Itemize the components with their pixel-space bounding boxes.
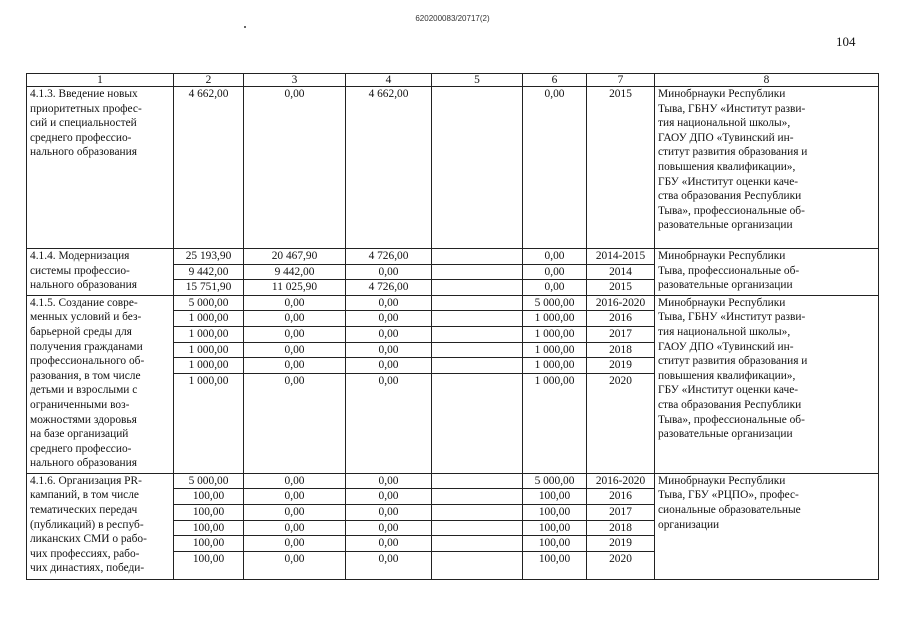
cell-year: 2016-2020 — [587, 473, 655, 489]
cell-total: 5 000,00 — [174, 473, 244, 489]
cell-municipal — [432, 280, 523, 296]
cell-municipal — [432, 311, 523, 327]
budget-table — [26, 73, 879, 580]
cell-other: 100,00 — [523, 520, 587, 536]
measure-name: 4.1.6. Организация PR- кампаний, в том числе тематических передач (публикаций) в респуб- ликанских СМИ о рабо- чих профессиях, рабо- чих династиях, победи- — [27, 473, 174, 579]
cell-federal: 0,00 — [244, 520, 346, 536]
cell-total: 15 751,90 — [174, 280, 244, 296]
cell-year: 2015 — [587, 280, 655, 296]
cell-republic: 0,00 — [346, 551, 432, 579]
document-id: 620200083/20717(2) — [415, 14, 490, 23]
cell-total: 4 662,00 — [174, 87, 244, 249]
cell-other: 100,00 — [523, 489, 587, 505]
responsible: Минобрнауки Республики Тыва, ГБНУ «Институт разви- тия национальной школы», ГАОУ ДПО «Тувинский ин- ститут развития образования и повышения квалификации», ГБУ «Институт оценки каче- ства образования Республики Тыва», профессиональные об- разовательные организации — [655, 87, 879, 249]
measure-name: 4.1.5. Создание совре- менных условий и без- барьерной среды для получения гражданами профессионального об- разования, в том числе детьми и взрослыми с ограниченными воз- можностями здоровья на базе организаций среднего профессио- нального образования — [27, 295, 174, 473]
responsible: Минобрнауки Республики Тыва, профессиональные об- разовательные организации — [655, 249, 879, 296]
cell-total: 100,00 — [174, 536, 244, 552]
cell-federal: 0,00 — [244, 295, 346, 311]
cell-year: 2016 — [587, 489, 655, 505]
column-header: 7 — [587, 74, 655, 87]
table-row — [27, 249, 879, 265]
cell-republic: 0,00 — [346, 295, 432, 311]
cell-other: 5 000,00 — [523, 473, 587, 489]
cell-other: 100,00 — [523, 551, 587, 579]
cell-federal: 0,00 — [244, 551, 346, 579]
cell-total: 1 000,00 — [174, 358, 244, 374]
cell-total: 100,00 — [174, 489, 244, 505]
cell-total: 100,00 — [174, 520, 244, 536]
cell-republic: 0,00 — [346, 311, 432, 327]
cell-federal: 9 442,00 — [244, 264, 346, 280]
responsible: Минобрнауки Республики Тыва, ГБУ «РЦПО», профес- сиональные образовательные организации — [655, 473, 879, 579]
cell-year: 2014-2015 — [587, 249, 655, 265]
cell-federal: 0,00 — [244, 87, 346, 249]
cell-municipal — [432, 342, 523, 358]
cell-municipal — [432, 520, 523, 536]
cell-total: 9 442,00 — [174, 264, 244, 280]
cell-year: 2018 — [587, 342, 655, 358]
cell-municipal — [432, 358, 523, 374]
cell-total: 100,00 — [174, 504, 244, 520]
table-row — [27, 295, 879, 311]
cell-federal: 20 467,90 — [244, 249, 346, 265]
column-header: 4 — [346, 74, 432, 87]
cell-other: 1 000,00 — [523, 358, 587, 374]
cell-municipal — [432, 504, 523, 520]
column-header: 1 — [27, 74, 174, 87]
cell-year: 2017 — [587, 326, 655, 342]
cell-municipal — [432, 326, 523, 342]
cell-year: 2019 — [587, 358, 655, 374]
cell-other: 5 000,00 — [523, 295, 587, 311]
cell-year: 2016-2020 — [587, 295, 655, 311]
cell-municipal — [432, 249, 523, 265]
cell-republic: 0,00 — [346, 520, 432, 536]
cell-year: 2018 — [587, 520, 655, 536]
cell-year: 2019 — [587, 536, 655, 552]
cell-year: 2015 — [587, 87, 655, 249]
table-row — [27, 87, 879, 249]
cell-republic: 0,00 — [346, 326, 432, 342]
cell-year: 2016 — [587, 311, 655, 327]
cell-other: 1 000,00 — [523, 342, 587, 358]
cell-federal: 11 025,90 — [244, 280, 346, 296]
cell-federal: 0,00 — [244, 504, 346, 520]
cell-municipal — [432, 295, 523, 311]
cell-federal: 0,00 — [244, 326, 346, 342]
cell-total: 25 193,90 — [174, 249, 244, 265]
cell-federal: 0,00 — [244, 342, 346, 358]
cell-other: 0,00 — [523, 87, 587, 249]
cell-other: 100,00 — [523, 504, 587, 520]
cell-municipal — [432, 373, 523, 473]
measure-name: 4.1.4. Модернизация системы профессио- нального образования — [27, 249, 174, 296]
cell-federal: 0,00 — [244, 536, 346, 552]
cell-municipal — [432, 264, 523, 280]
cell-total: 1 000,00 — [174, 326, 244, 342]
cell-republic: 0,00 — [346, 373, 432, 473]
header-row — [27, 74, 879, 87]
cell-municipal — [432, 489, 523, 505]
cell-year: 2020 — [587, 373, 655, 473]
cell-year: 2020 — [587, 551, 655, 579]
cell-other: 100,00 — [523, 536, 587, 552]
cell-other: 1 000,00 — [523, 311, 587, 327]
column-header: 5 — [432, 74, 523, 87]
scan-speck — [244, 26, 246, 28]
cell-republic: 4 726,00 — [346, 280, 432, 296]
column-header: 2 — [174, 74, 244, 87]
cell-total: 5 000,00 — [174, 295, 244, 311]
page-number: 104 — [836, 34, 856, 49]
cell-total: 100,00 — [174, 551, 244, 579]
cell-other: 0,00 — [523, 280, 587, 296]
cell-republic: 0,00 — [346, 504, 432, 520]
cell-republic: 0,00 — [346, 358, 432, 374]
cell-total: 1 000,00 — [174, 342, 244, 358]
cell-federal: 0,00 — [244, 311, 346, 327]
cell-republic: 4 726,00 — [346, 249, 432, 265]
cell-other: 1 000,00 — [523, 326, 587, 342]
cell-other: 1 000,00 — [523, 373, 587, 473]
column-header: 3 — [244, 74, 346, 87]
cell-republic: 0,00 — [346, 473, 432, 489]
cell-municipal — [432, 536, 523, 552]
cell-federal: 0,00 — [244, 358, 346, 374]
column-header: 6 — [523, 74, 587, 87]
cell-municipal — [432, 551, 523, 579]
measure-name: 4.1.3. Введение новых приоритетных профес- сий и специальностей среднего профессио- нального образования — [27, 87, 174, 249]
responsible: Минобрнауки Республики Тыва, ГБНУ «Институт разви- тия национальной школы», ГАОУ ДПО «Тувинский ин- ститут развития образования и повышения квалификации», ГБУ «Институт оценки каче- ства образования Республики Тыва», профессиональные об- разовательные организации — [655, 295, 879, 473]
cell-federal: 0,00 — [244, 489, 346, 505]
cell-total: 1 000,00 — [174, 311, 244, 327]
cell-total: 1 000,00 — [174, 373, 244, 473]
table-row — [27, 473, 879, 489]
cell-year: 2014 — [587, 264, 655, 280]
cell-municipal — [432, 473, 523, 489]
cell-other: 0,00 — [523, 249, 587, 265]
cell-republic: 4 662,00 — [346, 87, 432, 249]
cell-municipal — [432, 87, 523, 249]
cell-federal: 0,00 — [244, 473, 346, 489]
cell-federal: 0,00 — [244, 373, 346, 473]
cell-republic: 0,00 — [346, 489, 432, 505]
cell-republic: 0,00 — [346, 536, 432, 552]
cell-republic: 0,00 — [346, 264, 432, 280]
column-header: 8 — [655, 74, 879, 87]
cell-other: 0,00 — [523, 264, 587, 280]
cell-year: 2017 — [587, 504, 655, 520]
cell-republic: 0,00 — [346, 342, 432, 358]
